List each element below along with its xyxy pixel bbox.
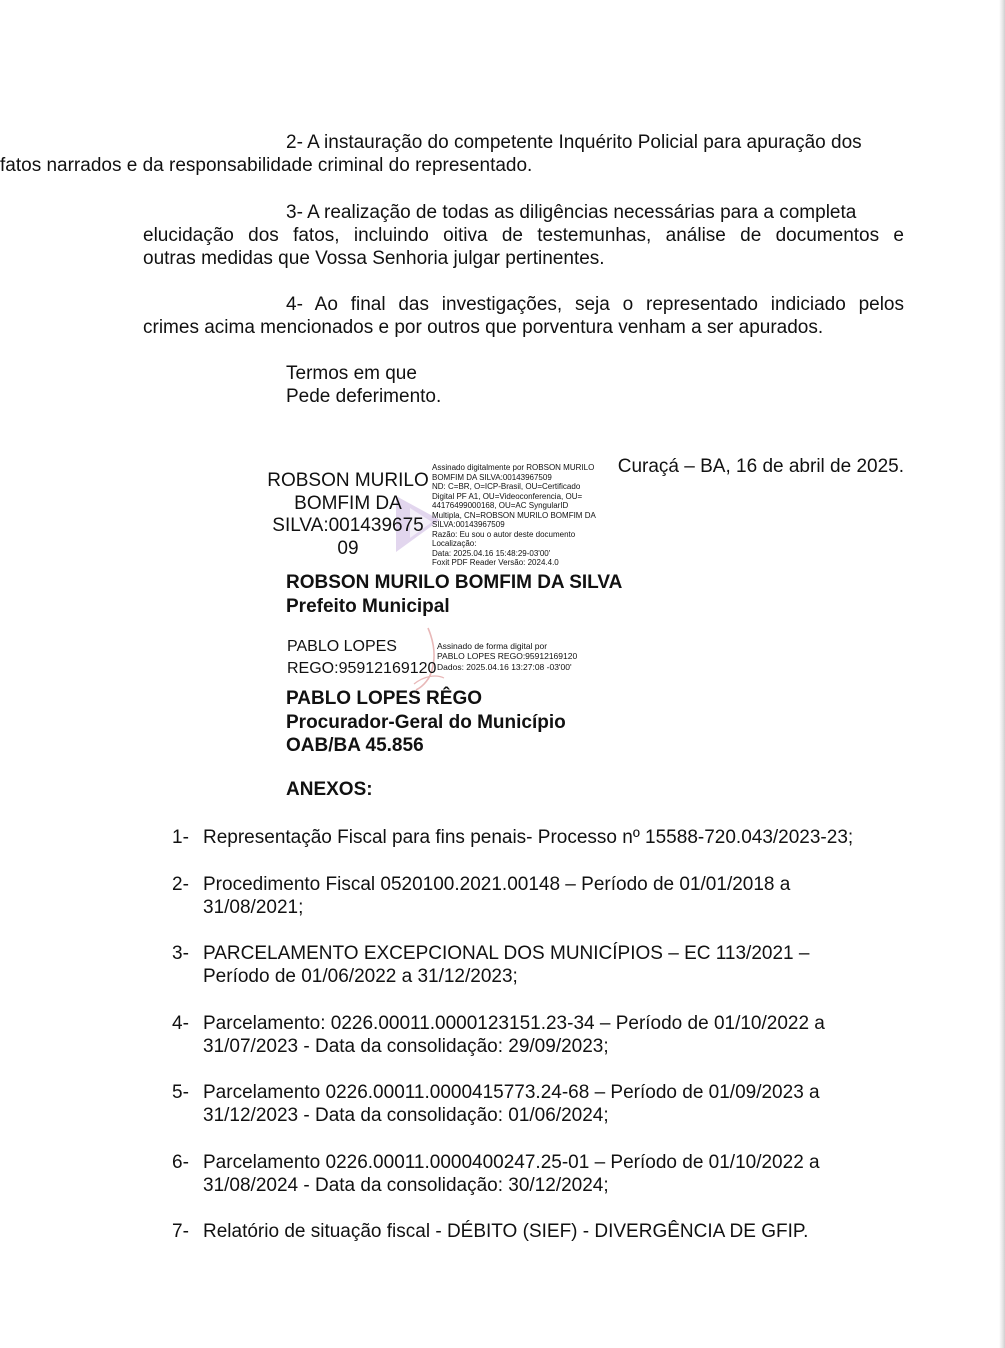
annex-line: Procedimento Fiscal 0520100.2021.00148 – Período de 01/01/2018 a — [203, 874, 791, 895]
paragraph-2-line-1: 2- A instauração do competente Inquérito Policial para apuração dos — [286, 132, 862, 153]
annex-line: 31/07/2023 - Data da consolidação: 29/09/2023; — [203, 1036, 609, 1058]
digital-signature-2-name — [287, 636, 436, 679]
paragraph-3 — [143, 201, 904, 224]
annex-line: Período de 01/06/2022 a 31/12/2023; — [203, 966, 518, 988]
digital-signature-2-details — [437, 641, 577, 672]
sig2-detail-line: PABLO LOPES REGO:95912169120 — [437, 651, 578, 662]
annex-line: Parcelamento 0226.00011.0000415773.24-68 – Período de 01/09/2023 a — [203, 1082, 820, 1103]
paragraph-3-line-2: elucidação dos fatos, incluindo oitiva de testemunhas, análise de documentos e — [143, 225, 904, 246]
sig1-detail-line: Localização: — [432, 539, 477, 548]
signer-1-block — [286, 571, 622, 618]
annex-number: 7- — [172, 1221, 189, 1242]
annex-number: 2- — [172, 874, 189, 895]
paragraph-3-line-3: outras medidas que Vossa Senhoria julgar pertinentes. — [143, 248, 605, 270]
sig1-detail-line: 44176499000168, OU=AC SyngularID — [432, 501, 569, 510]
signer-2-name: PABLO LOPES RÊGO — [286, 688, 483, 709]
paragraph-4-cont — [143, 316, 904, 339]
paragraph-4-line-2: crimes acima mencionados e por outros que porventura venham a ser apurados. — [143, 317, 824, 338]
sig1-detail-line: BOMFIM DA SILVA:00143967509 — [432, 472, 552, 482]
sig1-detail-line: Data: 2025.04.16 15:48:29-03'00' — [432, 548, 551, 558]
closing-line-1: Termos em que — [286, 363, 417, 384]
annex-number: 4- — [172, 1013, 189, 1034]
paragraph-4-line-1: 4- Ao final das investigações, seja o representado indiciado pelos — [286, 294, 904, 315]
digital-signature-1-name — [258, 470, 438, 560]
sig1-name-line: ROBSON MURILO — [267, 470, 429, 491]
sig2-name-line: PABLO LOPES — [287, 638, 397, 655]
sig1-detail-line: SILVA:00143967509 — [432, 520, 505, 529]
sig1-name-line: 09 — [337, 537, 359, 559]
annex-line: 31/08/2021; — [203, 897, 304, 919]
sig2-detail-line: Assinado de forma digital por — [437, 641, 548, 651]
annexes-title: ANEXOS: — [286, 779, 373, 800]
annex-line: Representação Fiscal para fins penais- Processo nº 15588-720.043/2023-23; — [203, 827, 854, 848]
sig1-name-line: BOMFIM DA — [294, 492, 402, 514]
sig1-name-line: SILVA:001439675 — [272, 515, 424, 536]
signer-1-role: Prefeito Municipal — [286, 595, 450, 617]
annex-line: Relatório de situação fiscal - DÉBITO (SIEF) - DIVERGÊNCIA DE GFIP. — [203, 1221, 809, 1242]
page-edge-shadow — [999, 0, 1005, 1348]
signer-2-registration: OAB/BA 45.856 — [286, 735, 424, 756]
paragraph-3-cont — [143, 224, 904, 271]
signer-1-name: ROBSON MURILO BOMFIM DA SILVA — [286, 572, 623, 593]
closing-line-2: Pede deferimento. — [286, 386, 442, 408]
sig1-detail-line: Razão: Eu sou o autor deste documento — [432, 529, 576, 539]
annex-number: 3- — [172, 943, 189, 964]
annex-line: Parcelamento: 0226.00011.0000123151.23-34 – Período de 01/10/2022 a — [203, 1013, 825, 1034]
annex-number: 6- — [172, 1152, 189, 1173]
paragraph-2 — [0, 131, 904, 178]
signer-2-block — [286, 687, 566, 758]
closing — [286, 362, 441, 409]
signer-2-role: Procurador-Geral do Município — [286, 711, 566, 733]
paragraph-2-line-2: fatos narrados e da responsabilidade criminal do representado. — [0, 155, 533, 177]
digital-signature-1-details — [432, 463, 612, 568]
sig2-detail-line: Dados: 2025.04.16 13:27:08 -03'00' — [437, 661, 572, 672]
sig1-detail-line: ND: C=BR, O=ICP-Brasil, OU=Certificado — [432, 482, 581, 491]
annex-line: Parcelamento 0226.00011.0000400247.25-01 – Período de 01/10/2022 a — [203, 1152, 820, 1173]
annex-number: 5- — [172, 1082, 189, 1103]
sig1-detail-line: Assinado digitalmente por ROBSON MURILO — [432, 463, 595, 472]
place-date: Curaçá – BA, 16 de abril de 2025. — [617, 456, 904, 477]
sig1-detail-line: Multipla, CN=ROBSON MURILO BOMFIM DA — [432, 510, 596, 520]
sig2-name-line: REGO:95912169120 — [287, 659, 437, 677]
annex-line: 31/12/2023 - Data da consolidação: 01/06/2024; — [203, 1105, 609, 1127]
paragraph-3-line-1: 3- A realização de todas as diligências necessárias para a completa — [286, 202, 857, 223]
sig1-detail-line: Digital PF A1, OU=Videoconferencia, OU= — [432, 491, 583, 501]
annex-number: 1- — [172, 827, 189, 848]
annex-line: 31/08/2024 - Data da consolidação: 30/12/2024; — [203, 1175, 609, 1197]
sig1-detail-line: Foxit PDF Reader Versão: 2024.4.0 — [432, 558, 559, 567]
paragraph-4 — [143, 293, 904, 316]
annex-line: PARCELAMENTO EXCEPCIONAL DOS MUNICÍPIOS – EC 113/2021 – — [203, 943, 810, 964]
